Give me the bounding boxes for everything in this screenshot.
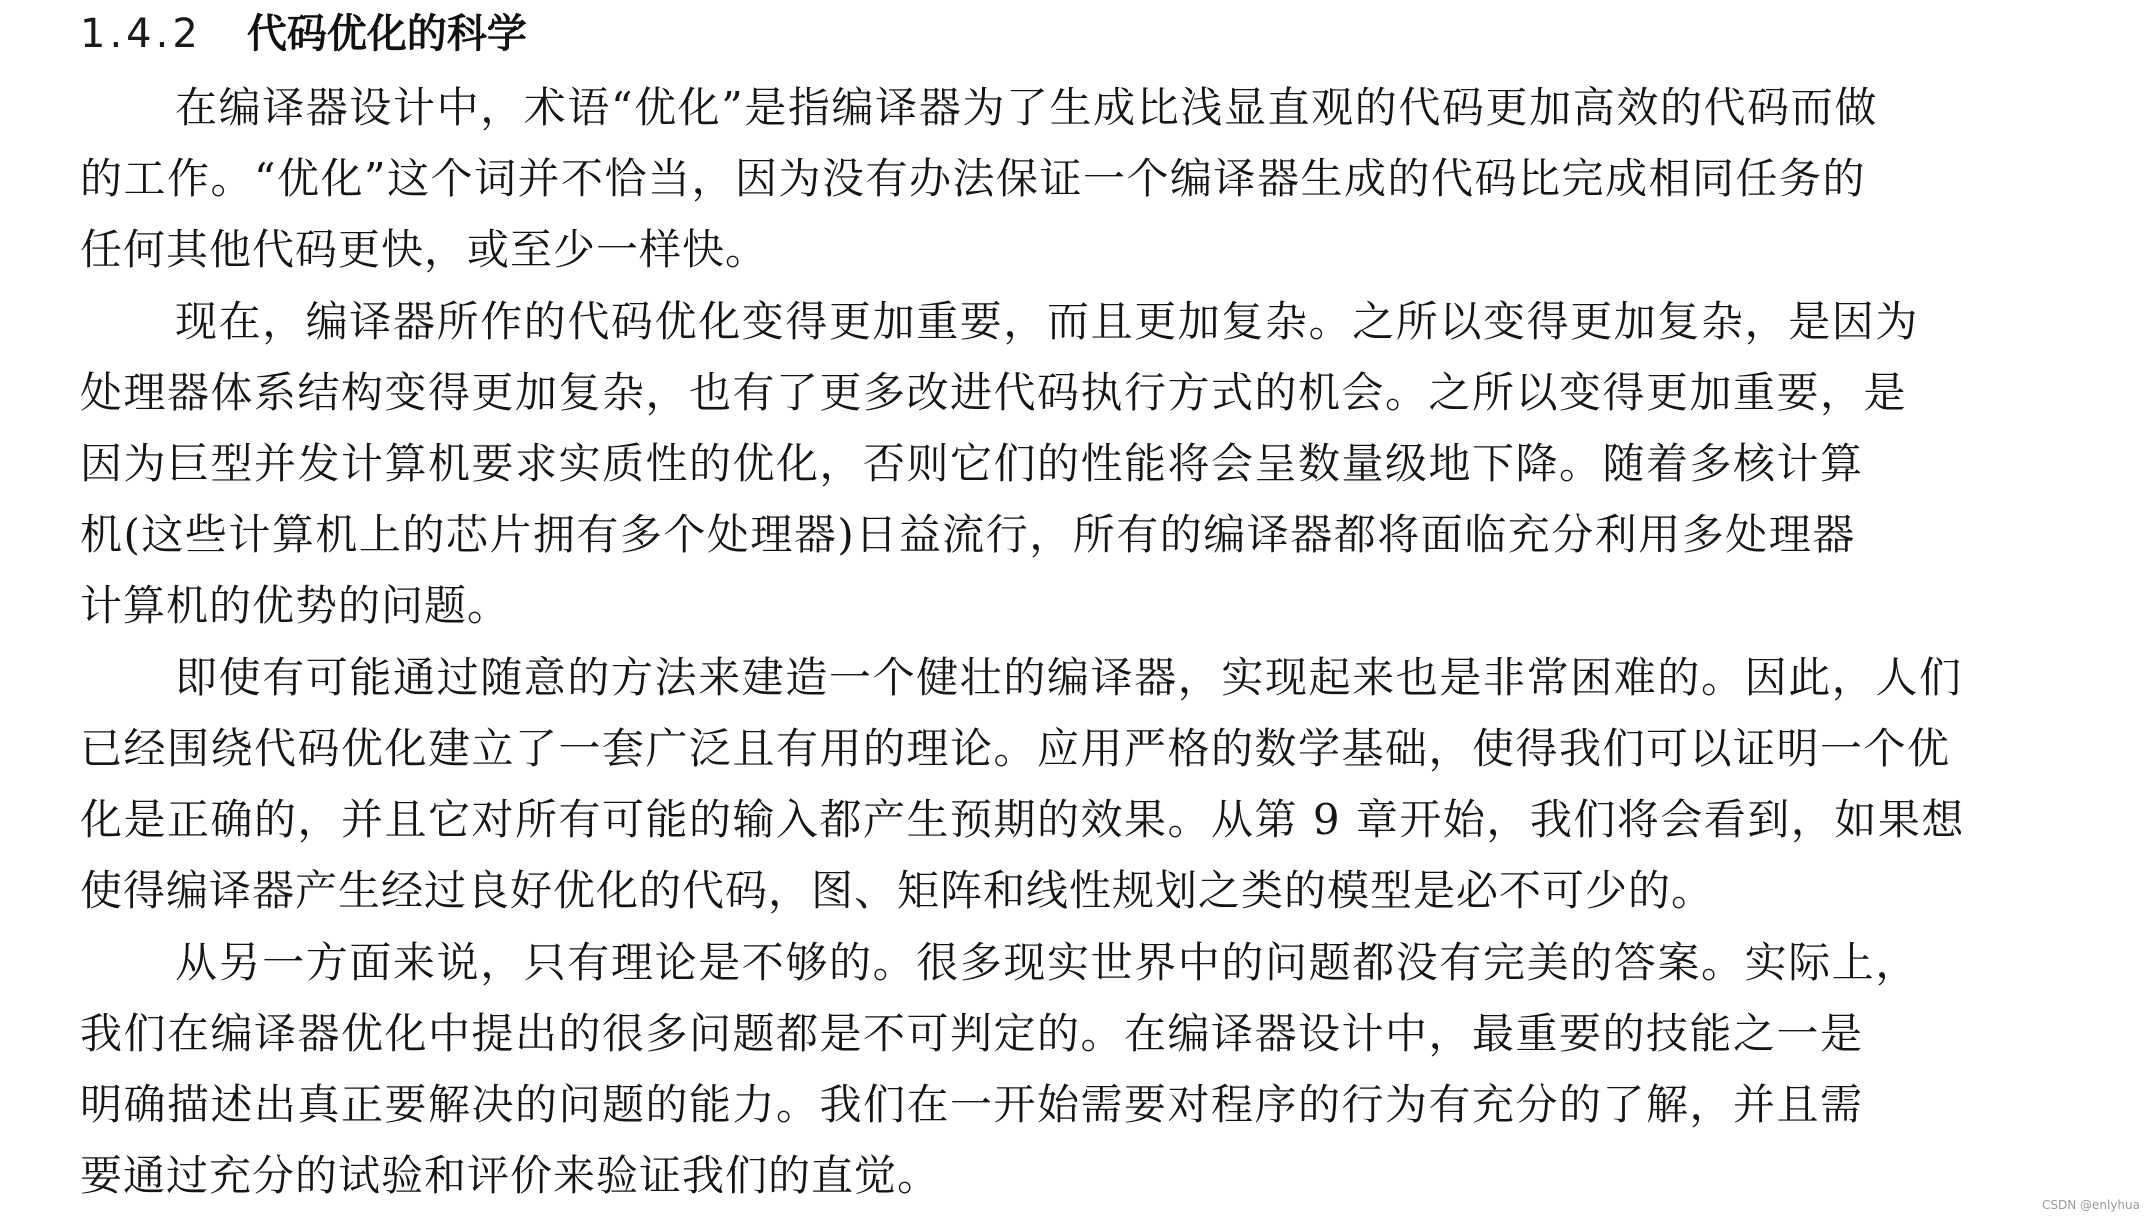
text-line: 已经围绕代码优化建立了一套广泛且有用的理论。应用严格的数学基础，使得我们可以证明一个优 [80,724,1951,773]
text-line: 处理器体系结构变得更加复杂，也有了更多改进代码执行方式的机会。之所以变得更加重要，是 [80,368,1908,417]
text-line: 因为巨型并发计算机要求实质性的优化，否则它们的性能将会呈数量级地下降。随着多核计算 [80,439,1864,488]
text-line: 现在，编译器所作的代码优化变得更加重要，而且更加复杂。之所以变得更加复杂，是因为 [175,297,1920,346]
text-line: 要通过充分的试验和评价来验证我们的直觉。 [80,1151,941,1200]
text-line: 使得编译器产生经过良好优化的代码，图、矩阵和线性规划之类的模型是必不可少的。 [80,866,1715,915]
text-line: 的工作。“优化”这个词并不恰当，因为没有办法保证一个编译器生成的代码比完成相同任务的 [80,154,1866,203]
section-title: 代码优化的科学 [246,11,527,57]
text-line: 从另一方面来说，只有理论是不够的。很多现实世界中的问题都没有完美的答案。实际上， [175,938,1920,987]
text-line: 即使有可能通过随意的方法来建造一个健壮的编译器，实现起来也是非常困难的。因此，人们 [175,653,1963,702]
text-line: 计算机的优势的问题。 [80,581,511,630]
section-number: 1.4.2 [80,11,202,57]
text-line: 我们在编译器优化中提出的很多问题都是不可判定的。在编译器设计中，最重要的技能之一是 [80,1009,1864,1058]
text-line: 在编译器设计中，术语“优化”是指编译器为了生成比浅显直观的代码更加高效的代码而做 [175,83,1878,132]
text-line: 机(这些计算机上的芯片拥有多个处理器)日益流行，所有的编译器都将面临充分利用多处理器 [80,510,1856,559]
section-heading [80,2,527,66]
text-line: 任何其他代码更快，或至少一样快。 [80,225,769,274]
text-line: 明确描述出真正要解决的问题的能力。我们在一开始需要对程序的行为有充分的了解，并且需 [80,1080,1864,1129]
watermark: CSDN @enlyhua [2041,1198,2140,1212]
text-line: 化是正确的，并且它对所有可能的输入都产生预期的效果。从第 9 章开始，我们将会看到，如果想 [80,795,1965,844]
